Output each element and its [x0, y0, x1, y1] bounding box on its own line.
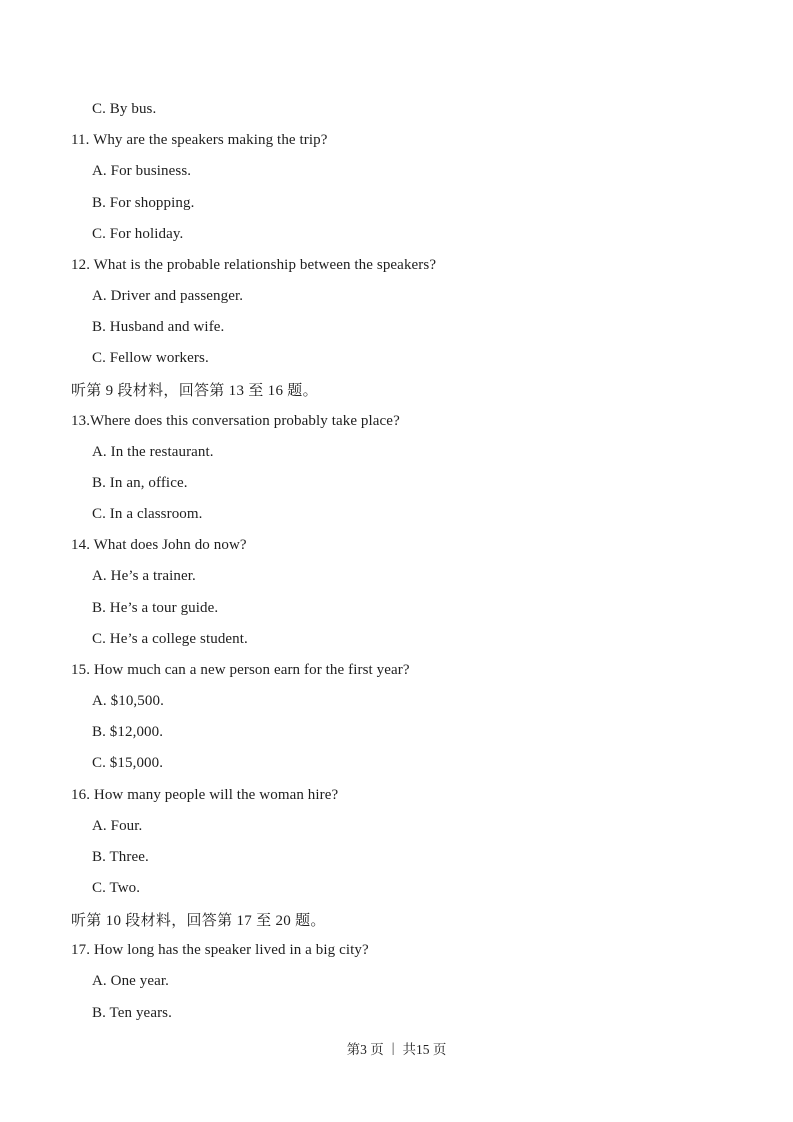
- question-line: 14. What does John do now?: [71, 537, 247, 554]
- option-line: C. Two.: [92, 879, 141, 896]
- question-line: 17. How long has the speaker lived in a big city?: [71, 942, 369, 959]
- option-line: A. In the restaurant.: [92, 443, 214, 460]
- option-line: C. Fellow workers.: [92, 350, 209, 367]
- option-line: B. Three.: [92, 848, 149, 865]
- option-line: B. For shopping.: [92, 194, 195, 211]
- section-header: 听第 10 段材料，回答第 17 至 20 题。: [71, 913, 326, 930]
- footer-total-pages: 共15 页: [402, 1042, 447, 1057]
- footer-separator: |: [391, 1040, 395, 1055]
- question-line: 11. Why are the speakers making the trip?: [71, 132, 328, 149]
- option-line: A. One year.: [92, 973, 170, 990]
- question-line: 15. How much can a new person earn for the first year?: [71, 661, 410, 678]
- option-line: B. He’s a tour guide.: [92, 599, 219, 616]
- option-line: C. $15,000.: [92, 755, 164, 772]
- question-line: 12. What is the probable relationship between the speakers?: [71, 256, 437, 273]
- question-list: [0, 94, 793, 1029]
- option-line: A. Four.: [92, 817, 143, 834]
- footer-page-number: 第3 页: [346, 1042, 384, 1057]
- option-line: A. Driver and passenger.: [92, 288, 244, 305]
- page-footer: [0, 1038, 793, 1058]
- option-line: A. He’s a trainer.: [92, 568, 196, 585]
- option-line: C. He’s a college student.: [92, 630, 248, 647]
- option-line: A. For business.: [92, 163, 192, 180]
- option-line: A. $10,500.: [92, 693, 164, 710]
- option-line: B. $12,000.: [92, 724, 164, 741]
- question-line: 13.Where does this conversation probably take place?: [71, 412, 400, 429]
- option-line: B. Husband and wife.: [92, 319, 225, 336]
- option-line: B. In an, office.: [92, 474, 188, 491]
- section-header: 听第 9 段材料，回答第 13 至 16 题。: [71, 383, 318, 400]
- option-line: C. In a classroom.: [92, 506, 203, 523]
- option-line: B. Ten years.: [92, 1004, 172, 1021]
- question-line: 16. How many people will the woman hire?: [71, 786, 339, 803]
- option-line: C. By bus.: [92, 101, 157, 118]
- option-line: C. For holiday.: [92, 225, 184, 242]
